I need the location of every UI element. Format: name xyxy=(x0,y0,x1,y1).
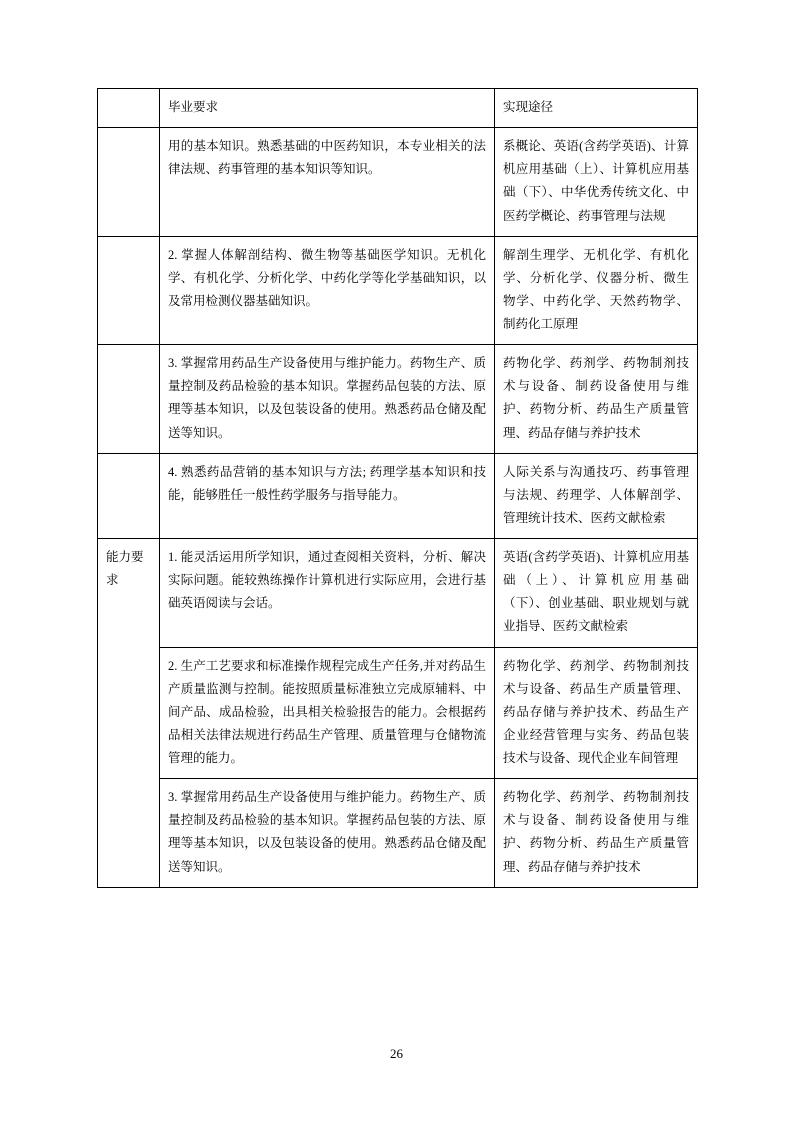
requirement-cell xyxy=(160,539,495,648)
requirement-text: 1. 能灵活运用所学知识，通过查阅相关资料，分析、解决实际问题。能较熟练操作计算机进行实际应用，会进行基础英语阅读与会话。 xyxy=(168,550,486,611)
path-cell xyxy=(495,647,698,779)
table-header xyxy=(98,89,698,128)
path-text: 药物化学、药剂学、药物制剂技术与设备、药品生产质量管理、药品存储与养护技术、药品生产企业经营管理与实务、药品包装技术与设备、现代企业车间管理 xyxy=(503,658,689,765)
category-cell xyxy=(98,345,160,454)
table-row xyxy=(98,236,698,345)
category-cell xyxy=(98,453,160,538)
header-requirement: 毕业要求 xyxy=(160,89,495,128)
header-category xyxy=(98,89,160,128)
table-row xyxy=(98,128,698,237)
requirement-cell xyxy=(160,453,495,538)
requirement-text: 3. 掌握常用药品生产设备使用与维护能力。药物生产、质量控制及药品检验的基本知识。掌握药品包装的方法、原理等基本知识，以及包装设备的使用。熟悉药品仓储及配送等知识。 xyxy=(168,356,486,440)
table-row xyxy=(98,539,698,648)
graduation-requirements-table xyxy=(97,88,698,888)
requirement-text: 2. 掌握人体解剖结构、微生物等基础医学知识。无机化学、有机化学、分析化学、中药化学等化学基础知识，以及常用检测仪器基础知识。 xyxy=(168,247,486,308)
requirement-text: 2. 生产工艺要求和标准操作规程完成生产任务,并对药品生产质量监测与控制。能按照质量标准独立完成原辅料、中间产品、成品检验，出具相关检验报告的能力。会根据药品相关法律法规进行药品生产管理、质量管理与仓储物流管理的能力。 xyxy=(168,658,486,765)
requirement-cell xyxy=(160,128,495,237)
page-number: 26 xyxy=(390,1046,403,1061)
requirement-text: 4. 熟悉药品营销的基本知识与方法; 药理学基本知识和技能，能够胜任一般性药学服务与指导能力。 xyxy=(168,464,486,502)
path-cell xyxy=(495,539,698,648)
path-cell xyxy=(495,236,698,345)
header-path: 实现途径 xyxy=(495,89,698,128)
category-cell-ability: 能力要求 xyxy=(98,539,160,888)
path-text: 英语(含药学英语)、计算机应用基础（上）、计算机应用基础（下）、创业基础、职业规划与就业指导、医药文献检索 xyxy=(503,550,689,634)
path-text: 药物化学、药剂学、药物制剂技术与设备、制药设备使用与维护、药物分析、药品生产质量管理、药品存储与养护技术 xyxy=(503,790,689,874)
requirement-cell xyxy=(160,236,495,345)
category-cell xyxy=(98,236,160,345)
path-cell xyxy=(495,128,698,237)
path-text: 药物化学、药剂学、药物制剂技术与设备、制药设备使用与维护、药物分析、药品生产质量管理、药品存储与养护技术 xyxy=(503,356,689,440)
table-row xyxy=(98,345,698,454)
table-row xyxy=(98,647,698,779)
table-row xyxy=(98,779,698,888)
path-cell xyxy=(495,345,698,454)
requirement-cell xyxy=(160,345,495,454)
requirement-cell xyxy=(160,647,495,779)
path-cell xyxy=(495,453,698,538)
table-body xyxy=(98,128,698,888)
path-text: 系概论、英语(含药学英语)、计算机应用基础（上）、计算机应用基础（下）、中华优秀传统文化、中医药学概论、药事管理与法规 xyxy=(503,139,689,223)
requirement-text: 用的基本知识。熟悉基础的中医药知识，本专业相关的法律法规、药事管理的基本知识等知识。 xyxy=(168,139,486,177)
table-header-row xyxy=(98,89,698,128)
table-row xyxy=(98,453,698,538)
requirement-cell xyxy=(160,779,495,888)
page-content xyxy=(97,88,697,888)
path-text: 人际关系与沟通技巧、药事管理与法规、药理学、人体解剖学、管理统计技术、医药文献检索 xyxy=(503,464,689,525)
category-cell xyxy=(98,128,160,237)
path-text: 解剖生理学、无机化学、有机化学、分析化学、仪器分析、微生物学、中药化学、天然药物学、制药化工原理 xyxy=(503,247,689,331)
requirement-text: 3. 掌握常用药品生产设备使用与维护能力。药物生产、质量控制及药品检验的基本知识。掌握药品包装的方法、原理等基本知识，以及包装设备的使用。熟悉药品仓储及配送等知识。 xyxy=(168,790,486,874)
path-cell xyxy=(495,779,698,888)
